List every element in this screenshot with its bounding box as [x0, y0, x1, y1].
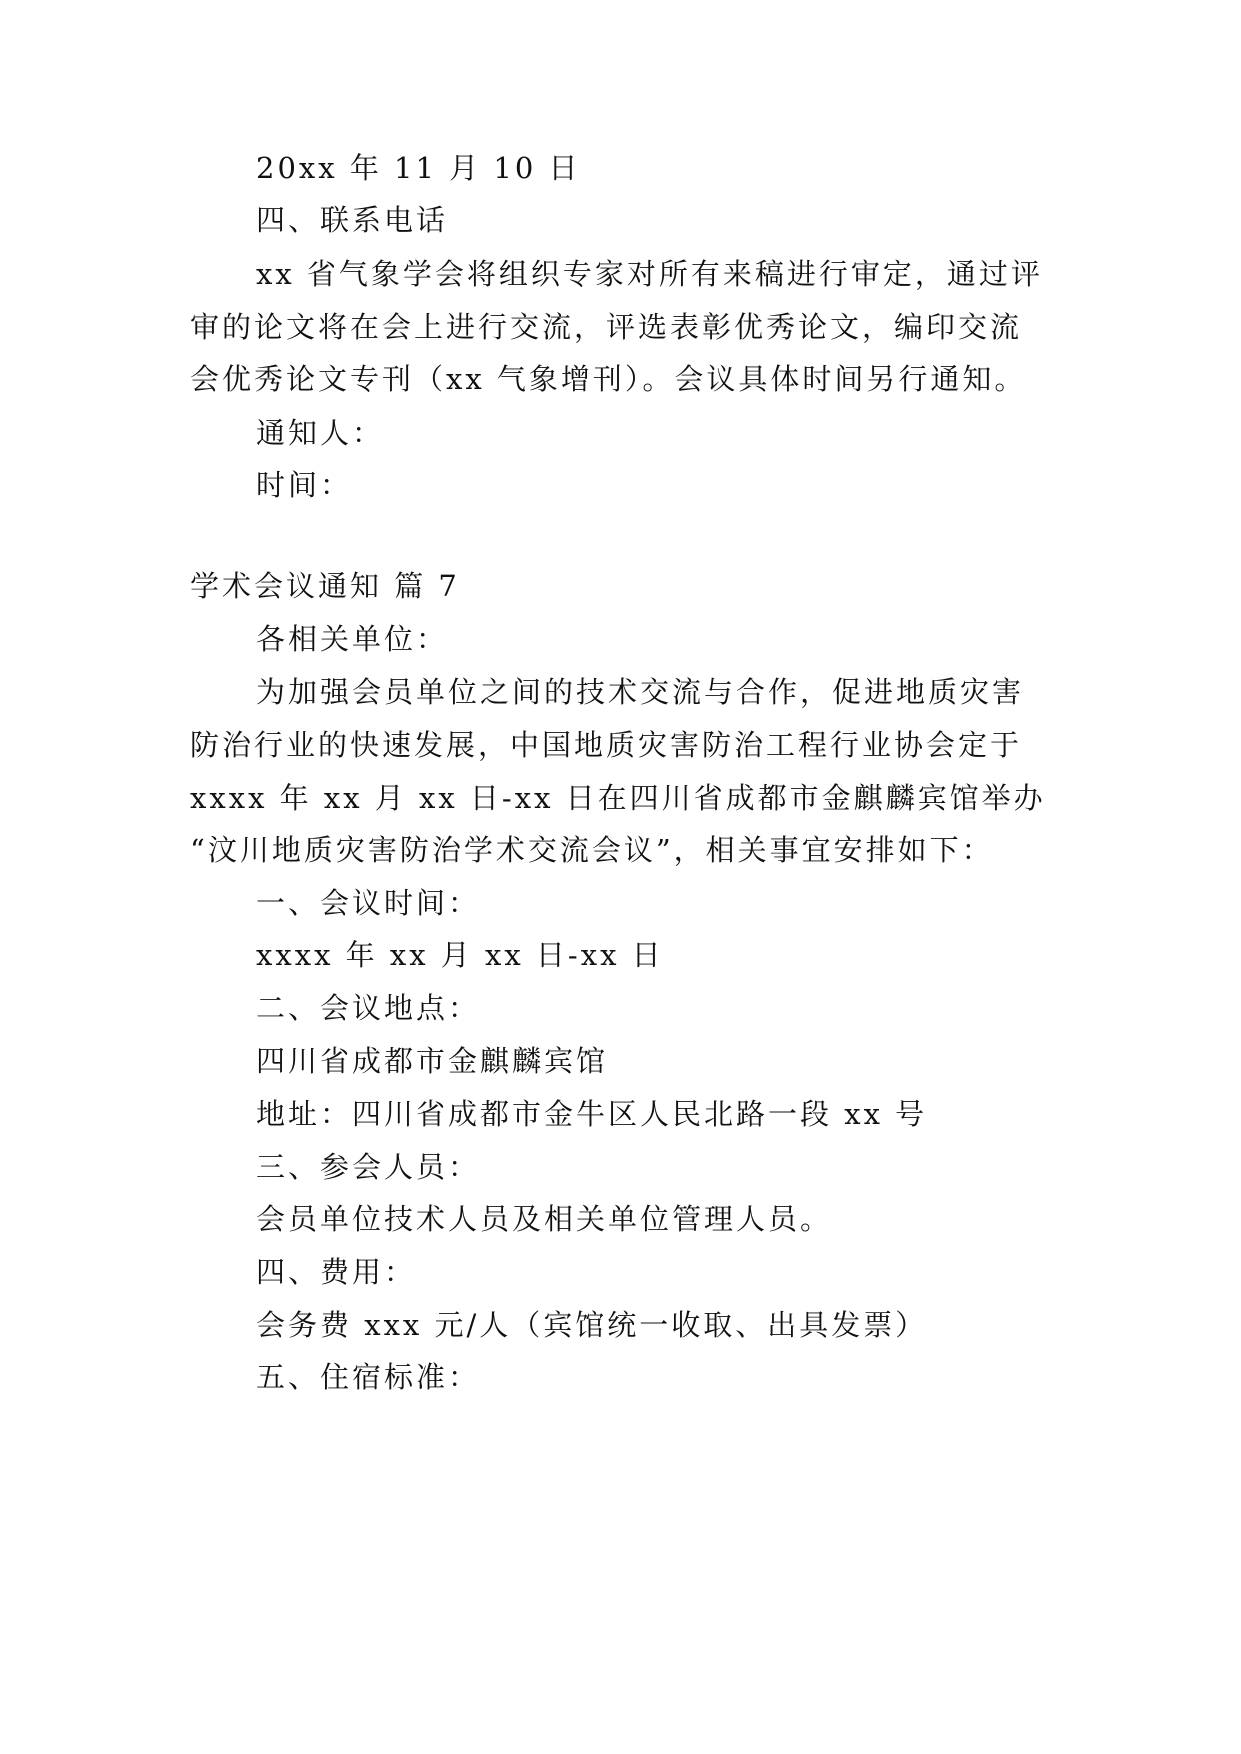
paragraph-line: xxxx 年 xx 月 xx 日-xx 日在四川省成都市金麒麟宾馆举办: [190, 781, 1046, 815]
attendees-value: 会员单位技术人员及相关单位管理人员。: [256, 1202, 833, 1236]
meeting-time-heading: 一、会议时间：: [256, 886, 481, 920]
meeting-time-value: xxxx 年 xx 月 xx 日-xx 日: [256, 938, 664, 972]
paragraph-line: 审的论文将在会上进行交流，评选表彰优秀论文，编印交流: [190, 310, 1023, 344]
section-title: 学术会议通知 篇 7: [190, 569, 460, 603]
paragraph-line: 防治行业的快速发展，中国地质灾害防治工程行业协会定于: [190, 728, 1023, 762]
contact-phone-heading: 四、联系电话: [256, 203, 449, 237]
accommodation-heading: 五、住宿标准：: [256, 1360, 481, 1394]
meeting-address: 地址：四川省成都市金牛区人民北路一段 xx 号: [256, 1097, 928, 1131]
attendees-heading: 三、参会人员：: [256, 1150, 481, 1184]
notifier-label: 通知人：: [256, 416, 385, 450]
paragraph-line: “汶川地质灾害防治学术交流会议”，相关事宜安排如下：: [190, 833, 994, 867]
paragraph-line: xx 省气象学会将组织专家对所有来稿进行审定，通过评: [256, 257, 1043, 291]
fees-value: 会务费 xxx 元/人（宾馆统一收取、出具发票）: [256, 1308, 928, 1342]
salutation: 各相关单位：: [256, 622, 449, 656]
paragraph-line: 为加强会员单位之间的技术交流与合作，促进地质灾害: [256, 675, 1025, 709]
fees-heading: 四、费用：: [256, 1255, 417, 1289]
paragraph-line: 会优秀论文专刊（xx 气象增刊）。会议具体时间另行通知。: [190, 362, 1027, 396]
meeting-location-heading: 二、会议地点：: [256, 991, 481, 1025]
meeting-location-value: 四川省成都市金麒麟宾馆: [256, 1044, 609, 1078]
time-label: 时间：: [256, 468, 353, 502]
date-line: 20xx 年 11 月 10 日: [256, 151, 581, 185]
